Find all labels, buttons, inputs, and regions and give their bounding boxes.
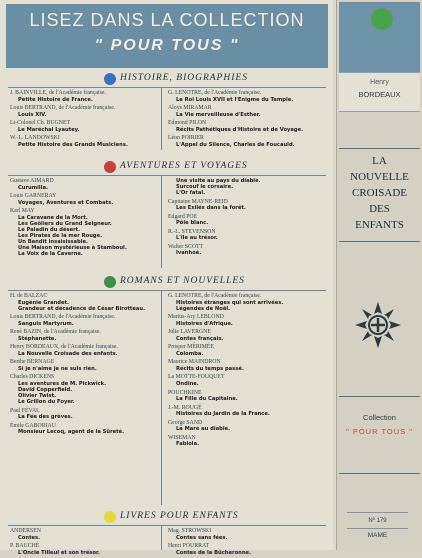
- catalog-entry: [168, 405, 318, 418]
- catalog-entry: [168, 178, 318, 196]
- entry-author: La MOTTE-FOUQUET: [168, 374, 225, 381]
- entry-author: Charles DICKENS: [10, 374, 55, 381]
- catalog-entry: [168, 359, 318, 372]
- entry-author: Marius-Ary LEBLOND: [168, 314, 224, 321]
- volume-number: Nº 179: [368, 518, 387, 524]
- entry-author: Prosper MÉRIMÉE: [168, 344, 214, 351]
- catalog-column-left: [10, 90, 160, 150]
- entry-title: Le Paladin du désert.: [18, 226, 81, 233]
- entry-title: Stéphanette.: [18, 335, 57, 342]
- entry-title: Légendes de Noël.: [176, 305, 231, 312]
- entry-title: La Nouvelle Croisade des enfants.: [18, 350, 118, 357]
- entry-title: La Fille du Capitaine.: [176, 396, 238, 403]
- entry-author: Émile GABORIAU: [10, 422, 56, 429]
- catalog-entry: [10, 329, 160, 342]
- column-divider: [161, 525, 162, 550]
- entry-author: Gustave AIMARD: [10, 178, 54, 184]
- collection-header: [6, 4, 328, 68]
- catalog-entry: [168, 90, 318, 103]
- entry-title: L'Oncle Tilleul et son trésor.: [18, 549, 100, 556]
- catalog-entry: [168, 135, 318, 148]
- entry-author: Karl MAY: [10, 208, 35, 215]
- spine-top-band: [339, 2, 420, 72]
- catalog-entry: [10, 120, 160, 133]
- entry-title: Récits Pathétiques d'Histoire et de Voyage.: [176, 126, 304, 133]
- section-dot-icon: [104, 511, 116, 523]
- spine-title: [339, 148, 420, 242]
- catalog-entry: [10, 408, 160, 421]
- entry-author: Louis BERTRAND, de l'Académie française.: [10, 314, 116, 321]
- section-dot-icon: [104, 161, 116, 173]
- entry-author: Aloys MIRAMAR: [168, 105, 212, 112]
- entry-title: Une visite au pays du diable.: [176, 178, 261, 184]
- column-divider: [161, 290, 162, 505]
- section-divider: [8, 290, 326, 291]
- catalog-section: [8, 160, 326, 268]
- entry-title: La Mare au diable.: [176, 426, 231, 433]
- entry-title: Colomba.: [176, 350, 204, 357]
- catalog-entry: [168, 344, 318, 357]
- entry-author: G. LENOTRE, de l'Académie française.: [168, 293, 262, 299]
- section-title: AVENTURES ET VOYAGES: [120, 161, 248, 171]
- entry-title: Les Exilés dans la forêt.: [176, 205, 246, 212]
- section-header: [8, 510, 326, 525]
- spine: [336, 0, 422, 550]
- section-title: ROMANS ET NOUVELLES: [120, 276, 245, 286]
- entry-author: J.-M. ROUGÉ: [168, 404, 202, 411]
- entry-title: Olivier Twist.: [18, 393, 57, 400]
- entry-author: Henri POURRAT: [168, 543, 210, 550]
- entry-author: WISEMAN: [168, 434, 196, 441]
- entry-title: Contes français.: [176, 335, 224, 342]
- header-line-1: LISEZ DANS LA COLLECTION: [29, 10, 305, 30]
- entry-author: Maurice MAINDRON: [168, 359, 221, 366]
- entry-title: Un Bandit insaisissable.: [18, 238, 88, 245]
- catalog-entry: [10, 423, 160, 436]
- entry-title: Histoires d'Afrique.: [176, 320, 233, 327]
- spine-author-box: [339, 72, 420, 112]
- entry-author: Capitaine MAYNE-REID: [168, 198, 228, 205]
- divider: [347, 512, 408, 513]
- catalog-entry: [168, 543, 318, 556]
- spine-author-lastname: BORDEAUX: [358, 90, 401, 99]
- catalog-entry: [168, 390, 318, 403]
- entry-author: Edmond PILON: [168, 120, 207, 127]
- entry-title: La Caravane de la Mort.: [18, 214, 88, 221]
- entry-author: George SAND: [168, 419, 203, 426]
- entry-title: Histoires du Jardin de la France.: [176, 411, 270, 418]
- section-header: [8, 275, 326, 290]
- section-header: [8, 72, 326, 87]
- catalog-entry: [10, 374, 160, 405]
- entry-title: Contes de la Bûcheronne.: [176, 549, 252, 556]
- catalog-column-right: [168, 293, 318, 450]
- catalog-entry: [168, 120, 318, 133]
- catalog-entry: [10, 314, 160, 327]
- entry-title: Fabiola.: [176, 441, 200, 448]
- entry-title: Grandeur et décadence de César Birotteau.: [18, 305, 146, 312]
- entry-author: Paul FÉVAL: [10, 407, 40, 414]
- entry-title: La Vie merveilleuse d'Esther.: [176, 111, 261, 118]
- entry-title: L'île au trésor.: [176, 235, 218, 242]
- entry-title: Eugénie Grandet.: [18, 299, 69, 306]
- entry-title: Histoires étranges qui sont arrivées.: [176, 299, 284, 306]
- entry-author: Léon POIRIER: [168, 135, 204, 142]
- entry-title: Les aventures de M. Pickwick.: [18, 381, 107, 388]
- entry-title: Petite Histoire des Grands Musiciens.: [18, 141, 128, 148]
- entry-title: Voyages, Aventures et Combats.: [18, 199, 114, 206]
- catalog-entry: [10, 293, 160, 312]
- catalog-entry: [10, 208, 160, 257]
- entry-title: Sanguis Martyrum.: [18, 320, 74, 327]
- entry-author: W.-L. LANDOWSKI: [10, 135, 60, 142]
- entry-title: Si je n'aime je ne suis rien.: [18, 365, 97, 372]
- section-title: LIVRES POUR ENFANTS: [120, 511, 239, 521]
- catalog-entry: [168, 199, 318, 212]
- catalog-column-right: [168, 528, 318, 558]
- catalog-entry: [168, 420, 318, 433]
- entry-author: Edgard POE: [168, 213, 198, 220]
- catalog-entry: [10, 90, 160, 103]
- catalog-entry: [10, 528, 160, 541]
- catalog-entry: [10, 359, 160, 372]
- catalog-entry: [168, 293, 318, 312]
- catalog-entry: [10, 135, 160, 148]
- catalog-column-left: [10, 528, 160, 558]
- entry-title: Contes sans fées.: [176, 534, 228, 541]
- cross-emblem-icon: [353, 300, 403, 350]
- section-header: [8, 160, 326, 175]
- entry-title: Contes.: [18, 534, 41, 541]
- entry-author: Mag. STROWSKI: [168, 528, 212, 534]
- entry-title: Curumilla.: [18, 184, 48, 191]
- catalog-entry: [168, 435, 318, 448]
- entry-author: Louis BERTRAND, de l'Académie française.: [10, 105, 116, 112]
- entry-title: Louis XIV.: [18, 111, 47, 118]
- entry-author: G. LENOTRE, de l'Académie française.: [168, 90, 262, 96]
- spine-collection-box: [339, 396, 420, 474]
- catalog-entry: [10, 344, 160, 357]
- section-dot-icon: [104, 73, 116, 85]
- entry-title: Le Roi Louis XVII et l'Enigme du Temple.: [176, 96, 294, 103]
- catalog-entry: [168, 244, 318, 257]
- header-line-2: " POUR TOUS ": [94, 37, 240, 54]
- catalog-entry: [168, 229, 318, 242]
- entry-author: Henry BORDEAUX, de l'Académie française.: [10, 344, 118, 351]
- catalog-entry: [168, 314, 318, 327]
- entry-title: Ivanhoé.: [176, 250, 202, 257]
- entry-title: L'Or fatal.: [176, 190, 206, 196]
- entry-author: Walter SCOTT: [168, 243, 204, 250]
- entry-title: Le Grillon du Foyer.: [18, 399, 75, 406]
- catalog-entry: [168, 329, 318, 342]
- catalog-entry: [168, 528, 318, 541]
- catalog-column-right: [168, 90, 318, 150]
- section-divider: [8, 87, 326, 88]
- entry-title: La Voix de la Caverne.: [18, 250, 83, 257]
- spine-title-line: LA: [372, 155, 387, 167]
- catalog-column-left: [10, 178, 160, 259]
- section-divider: [8, 175, 326, 176]
- entry-author: H. de BALZAC: [10, 293, 48, 299]
- entry-author: ANDERSEN: [10, 528, 41, 534]
- section-title: HISTOIRE, BIOGRAPHIES: [120, 73, 248, 83]
- entry-title: Les Pirates de la mer Rouge.: [18, 232, 103, 239]
- catalog-section: [8, 510, 326, 556]
- entry-title: David Copperfield.: [18, 387, 73, 394]
- catalog-entry: [168, 105, 318, 118]
- column-divider: [161, 87, 162, 150]
- entry-author: Lt-Colonel Ch. BUGNET: [10, 120, 71, 127]
- collection-name: " POUR TOUS ": [346, 427, 413, 436]
- spine-title-line: NOUVELLE: [350, 171, 409, 183]
- entry-title: Les Geôliers du Grand Seigneur.: [18, 220, 112, 227]
- entry-author: Julie LAVERGNE: [168, 329, 211, 336]
- spine-title-line: ENFANTS: [355, 219, 404, 231]
- entry-author: J. BAINVILLE, de l'Académie française.: [10, 90, 106, 96]
- entry-author: P. BAUCHÉ: [10, 543, 40, 550]
- entry-author: Berthe BERNAGE: [10, 359, 55, 366]
- catalog-entry: [168, 214, 318, 227]
- spine-author-firstname: Henry: [370, 79, 389, 86]
- entry-author: R.-L. STEVENSON: [168, 228, 216, 235]
- catalog-entry: [10, 105, 160, 118]
- green-dot-icon: [371, 8, 393, 30]
- catalog-column-right: [168, 178, 318, 259]
- entry-title: Surcouf le corsaire.: [176, 184, 234, 190]
- section-dot-icon: [104, 276, 116, 288]
- entry-title: Récits du temps passé.: [176, 365, 244, 372]
- entry-author: Louis GARNERAY: [10, 193, 57, 200]
- entry-author: René BAZIN, de l'Académie française.: [10, 329, 101, 336]
- catalog-section: [8, 72, 326, 150]
- entry-author: POUCHKINE: [168, 389, 202, 396]
- catalog-entry: [10, 543, 160, 556]
- entry-title: Petite Histoire de France.: [18, 96, 93, 103]
- catalog-entry: [168, 374, 318, 387]
- entry-title: Monsieur Lecoq, agent de la Sûreté.: [18, 429, 125, 436]
- collection-label: Collection: [363, 413, 396, 422]
- catalog-entry: [10, 178, 160, 191]
- publisher-name: MAME: [367, 532, 388, 539]
- entry-title: Pôle blanc.: [176, 220, 209, 227]
- entry-title: Une Maison mystérieuse à Stamboul.: [18, 244, 127, 251]
- spine-title-line: CROISADE: [351, 187, 407, 199]
- catalog-entry: [10, 193, 160, 206]
- catalog-section: [8, 275, 326, 505]
- catalog-column-left: [10, 293, 160, 438]
- entry-title: L'Appel du Silence, Charles de Foucauld.: [176, 141, 295, 148]
- entry-title: Ondine.: [176, 381, 199, 388]
- section-divider: [8, 525, 326, 526]
- divider: [347, 528, 408, 529]
- entry-title: Le Maréchal Lyautey.: [18, 126, 80, 133]
- spine-title-line: DES: [369, 203, 390, 215]
- entry-title: La Fée des grèves.: [18, 414, 73, 421]
- column-divider: [161, 175, 162, 268]
